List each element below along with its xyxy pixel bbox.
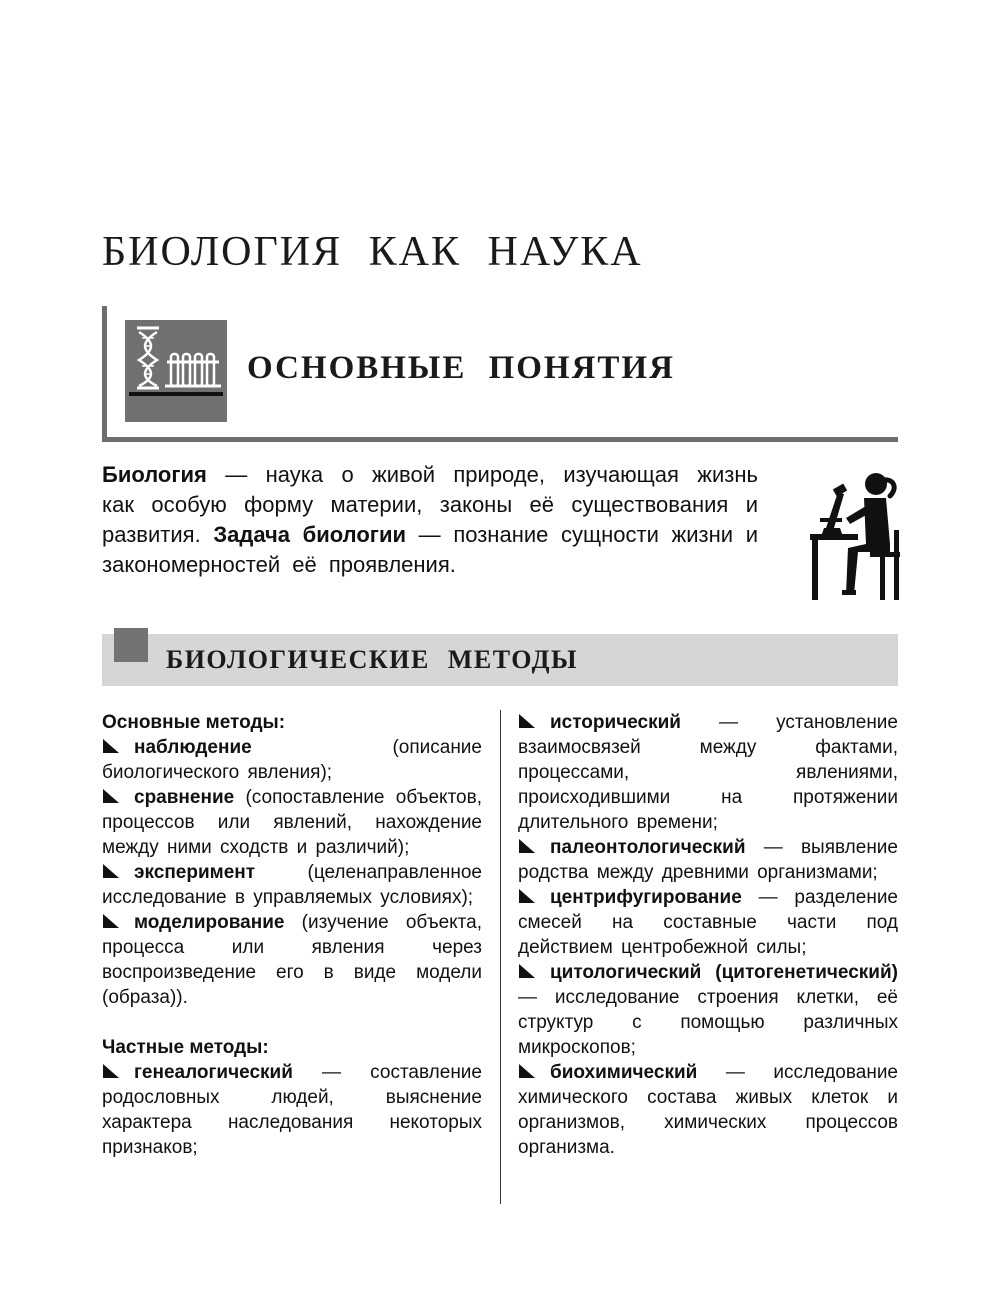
square-bullet-icon: [114, 628, 148, 662]
intro-task-text: — познание сущности жизни и закономерностей её проявления.: [102, 522, 758, 577]
chapter-title: БИОЛОГИЯ КАК НАУКА: [102, 229, 643, 275]
section-title: ОСНОВНЫЕ ПОНЯТИЯ: [247, 350, 675, 386]
method-item: генеалогический — составление родословных людей, выяснение характера наследования некоторых признаков;: [102, 1062, 482, 1158]
column-divider: [500, 710, 501, 1204]
dna-test-tubes-icon: [125, 320, 227, 422]
triangle-bullet-icon: [518, 838, 536, 854]
method-item: биохимический — исследование химического состава живых клеток и организмов, химических процессов организма.: [518, 1062, 898, 1158]
triangle-bullet-icon: [102, 788, 120, 804]
triangle-bullet-icon: [102, 738, 120, 754]
triangle-bullet-icon: [518, 713, 536, 729]
triangle-bullet-icon: [518, 888, 536, 904]
method-item: центрифугирование — разделение смесей на составные части под действием центробежной силы;: [518, 887, 898, 958]
methods-left-column: [102, 710, 482, 1160]
triangle-bullet-icon: [102, 913, 120, 929]
methods-title: БИОЛОГИЧЕСКИЕ МЕТОДЫ: [166, 645, 579, 674]
triangle-bullet-icon: [518, 1063, 536, 1079]
special-methods-title: Частные методы:: [102, 1037, 269, 1058]
intro-term-task: Задача биологии: [213, 522, 407, 547]
intro-definition: — наука о живой природе, изучающая жизнь как особую форму материи, законы её существования и развития.: [102, 462, 758, 547]
scientist-microscope-icon: [808, 466, 900, 602]
method-item: цитологический (цитогенетический) — исследование строения клетки, её структур с помощью различных микроскопов;: [518, 962, 898, 1058]
method-item: палеонтологический — выявление родства между древними организмами;: [518, 837, 898, 883]
triangle-bullet-icon: [102, 1063, 120, 1079]
method-item: наблюдение (описание биологического явления);: [102, 737, 482, 783]
method-item: моделирование (изучение объекта, процесса или явления через воспроизведение его в виде модели (образа)).: [102, 912, 482, 1008]
method-item: эксперимент (целенаправленное исследование в управляемых условиях);: [102, 862, 482, 908]
methods-right-column: [518, 710, 898, 1160]
triangle-bullet-icon: [102, 863, 120, 879]
method-item: исторический — установление взаимосвязей между фактами, процессами, явлениями, происходившими на протяжении длительного времени;: [518, 712, 898, 833]
intro-paragraph: [102, 460, 758, 580]
basic-methods-title: Основные методы:: [102, 712, 286, 733]
triangle-bullet-icon: [518, 963, 536, 979]
intro-term-biology: Биология: [102, 462, 207, 487]
section-header-box: [102, 306, 898, 442]
methods-header-bar: [102, 634, 898, 686]
method-item: сравнение (сопоставление объектов, процессов или явлений, нахождение между ними сходств и различий);: [102, 787, 482, 858]
